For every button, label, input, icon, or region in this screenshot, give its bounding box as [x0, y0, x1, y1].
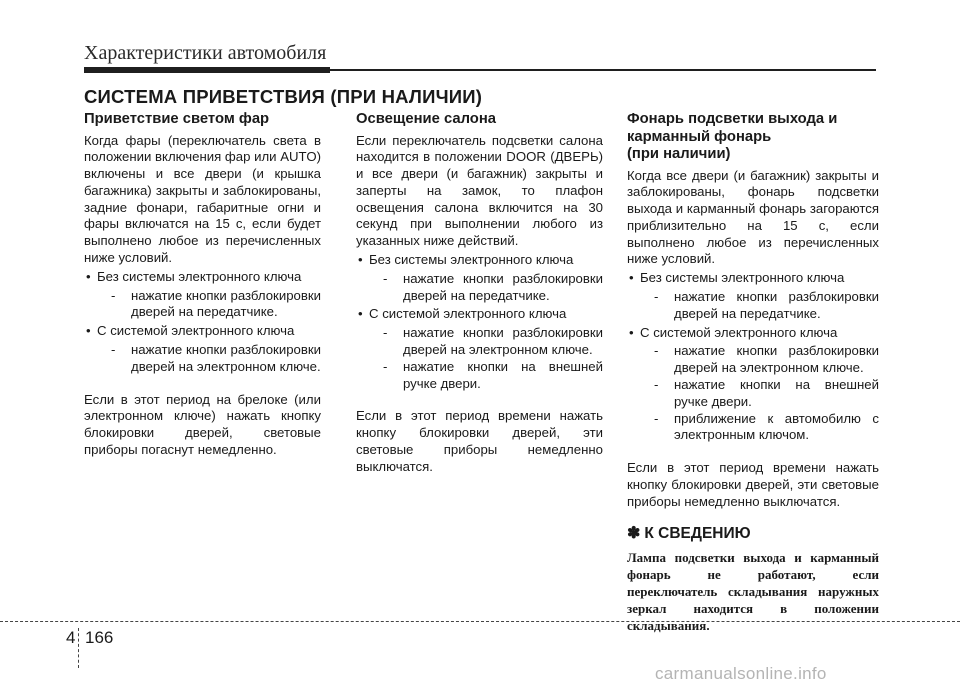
- notice-title-text: К СВЕДЕНИЮ: [644, 524, 751, 542]
- column-intro: Когда все двери (и багажник) закрыты и заблокированы, фонарь подсветки выхода и карманный фонарь загораются приблизительно на 15 с, если выполнено любое из перечисленных ниже условий.: [627, 167, 879, 267]
- dash-item: - приближение к автомобилю с электронным ключом.: [640, 411, 879, 445]
- column-outro: Если в этот период времени нажать кнопку блокировки дверей, эти световые приборы немедленно выключатся.: [356, 408, 603, 474]
- dash-item: - нажатие кнопки разблокировки дверей на передатчике.: [640, 289, 879, 323]
- footer-divider: [78, 628, 79, 668]
- column-outro: Если в этот период времени нажать кнопку блокировки дверей, эти световые приборы немедленно выключатся.: [627, 460, 879, 509]
- heading-line: карманный фонарь: [627, 128, 772, 145]
- spacer: [627, 446, 879, 460]
- column-headlight-welcome: [84, 111, 321, 459]
- dash-list: [369, 271, 603, 305]
- dash-list: [640, 289, 879, 323]
- bullet-item: [356, 252, 603, 304]
- column-interior-light: [356, 111, 603, 476]
- bullet-text: С системой электронного ключа: [369, 306, 567, 322]
- dash-item: - нажатие кнопки разблокировки дверей на электронном ключе.: [97, 342, 321, 376]
- dash-list: [97, 288, 321, 322]
- notice-body: Лампа подсветки выхода и карманный фонарь не работают, если переключатель складывания наружных зеркал находится в положении складывания.: [627, 549, 879, 633]
- notice-star-icon: ✽: [627, 524, 641, 542]
- section-title: СИСТЕМА ПРИВЕТСТВИЯ (ПРИ НАЛИЧИИ): [84, 86, 483, 107]
- watermark: carmanualsonline.info: [655, 664, 827, 683]
- column-intro: Когда фары (переключатель света в положении включения фар или AUTO) включены и все двери (и крышка багажника) закрыты и заблокированы, задние фонари, габаритные огни и фары включатся на 15 с, если будет выполнено любое из перечисленных ниже условий.: [84, 132, 321, 266]
- dash-list: [369, 325, 603, 392]
- header-title: Характеристики автомобиля: [84, 42, 327, 64]
- notice-title: [627, 525, 879, 543]
- column-heading: Приветствие светом фар: [84, 111, 270, 127]
- bullet-list: [627, 270, 879, 444]
- header-rule-thick: [84, 67, 330, 73]
- dash-item: - нажатие кнопки разблокировки дверей на передатчике.: [97, 288, 321, 322]
- bullet-text: Без системы электронного ключа: [97, 268, 302, 284]
- bullet-list: [356, 252, 603, 392]
- bullet-item: [84, 269, 321, 321]
- dash-item: - нажатие кнопки разблокировки дверей на электронном ключе.: [369, 325, 603, 359]
- chapter-number: 4: [66, 628, 76, 647]
- dash-list: [97, 342, 321, 376]
- column-puddle-lamp: [627, 111, 879, 634]
- column-heading: [627, 111, 879, 164]
- bullet-text: Без системы электронного ключа: [640, 270, 845, 286]
- dash-item: - нажатие кнопки разблокировки дверей на передатчике.: [369, 271, 603, 305]
- spacer: [356, 394, 603, 408]
- header-rule-thin: [330, 69, 876, 71]
- column-heading: Освещение салона: [356, 111, 497, 127]
- footer-rule: [0, 621, 960, 622]
- column-outro: Если в этот период на брелоке (или электронном ключе) нажать кнопку блокировки дверей, световые приборы погаснут немедленно.: [84, 391, 321, 458]
- spacer: [84, 378, 321, 392]
- dash-item: - нажатие кнопки на внешней ручке двери.: [369, 359, 603, 393]
- dash-list: [640, 343, 879, 444]
- bullet-item: [84, 323, 321, 375]
- bullet-text: С системой электронного ключа: [640, 324, 838, 340]
- bullet-list: [84, 269, 321, 376]
- bullet-text: Без системы электронного ключа: [369, 252, 574, 268]
- page-number: 166: [85, 628, 114, 647]
- dash-item: - нажатие кнопки на внешней ручке двери.: [640, 377, 879, 411]
- bullet-text: С системой электронного ключа: [97, 323, 295, 339]
- dash-item: - нажатие кнопки разблокировки дверей на электронном ключе.: [640, 343, 879, 377]
- bullet-item: [356, 306, 603, 392]
- bullet-item: [627, 270, 879, 322]
- bullet-item: [627, 325, 879, 445]
- heading-line: Фонарь подсветки выхода и: [627, 111, 838, 127]
- heading-line: (при наличии): [627, 146, 731, 162]
- column-intro: Если переключатель подсветки салона находится в положении DOOR (ДВЕРЬ) и все двери (и багажник) закрыты и заперты на замок, то плафон освещения салона включится на 30 секунд при выполнении любого из указанных ниже действий.: [356, 132, 603, 249]
